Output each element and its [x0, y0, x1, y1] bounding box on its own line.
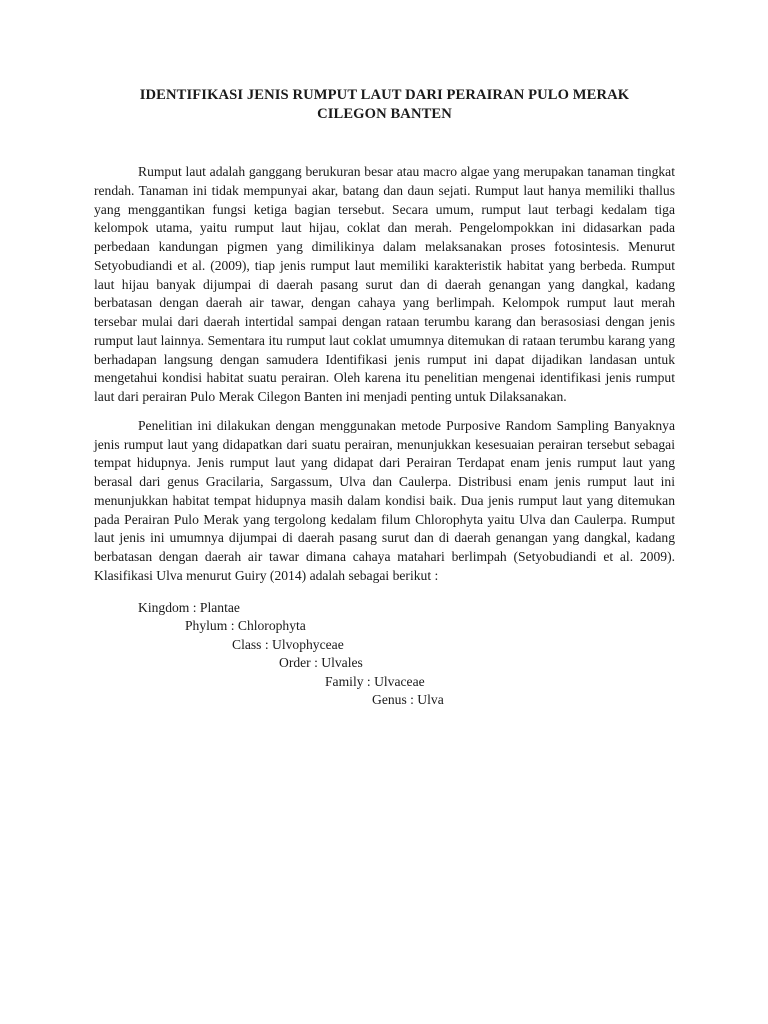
ulva-classification [94, 599, 675, 711]
taxonomy-phylum: Phylum : Chlorophyta [185, 618, 306, 634]
paragraph-methods: Penelitian ini dilakukan dengan menggunakan metode Purposive Random Sampling Banyaknya jenis rumput laut yang didapatkan dari suatu perairan, menunjukkan kesesuaian perairan tersebut sebagai tempat hidupnya. Jenis rumput laut yang didapat dari Perairan Terdapat enam jenis rumput laut yang berasal dari genus Gracilaria, Sargassum, Ulva dan Caulerpa. Distribusi enam jenis rumput laut ini menunjukkan habitat tempat hidupnya masih dalam kondisi baik. Dua jenis rumput laut yang ditemukan pada Perairan Pulo Merak yang tergolong kedalam filum Chlorophyta yaitu Ulva dan Caulerpa. Rumput laut jenis ini umumnya dijumpai di daerah pasang surut dan di daerah genangan yang dangkal, kadang berbatasan dengan daerah air tawar dimana cahaya matahari berlimpah (Setyobudiandi et al. 2009). Klasifikasi Ulva menurut Guiry (2014) adalah sebagai berikut : [94, 417, 675, 583]
taxonomy-class: Class : Ulvophyceae [232, 636, 344, 652]
title-line-1: IDENTIFIKASI JENIS RUMPUT LAUT DARI PERAIRAN PULO MERAK [139, 87, 630, 103]
document-title [94, 86, 675, 124]
title-line-2: CILEGON BANTEN [317, 106, 452, 122]
taxonomy-family: Family : Ulvaceae [325, 673, 425, 689]
document-page [94, 86, 675, 710]
taxonomy-kingdom: Kingdom : Plantae [138, 599, 240, 615]
taxonomy-order: Order : Ulvales [279, 655, 363, 671]
paragraph-introduction: Rumput laut adalah ganggang berukuran besar atau macro algae yang merupakan tanaman tingkat rendah. Tanaman ini tidak mempunyai akar, batang dan daun sejati. Rumput laut hanya memiliki thallus yang menggantikan fungsi ketiga bagian tersebut. Secara umum, rumput laut terbagi kedalam tiga kelompok utama, yaitu rumput laut hijau, coklat dan merah. Pengelompokkan ini didasarkan pada perbedaan kandungan pigmen yang dimilikinya dalam melaksanakan proses fotosintesis. Menurut Setyobudiandi et al. (2009), tiap jenis rumput laut memiliki karakteristik habitat yang berbeda. Rumput laut hijau banyak dijumpai di daerah pasang surut dan di daerah genangan yang dangkal, kadang berbatasan dengan daerah air tawar, dengan cahaya yang berlimpah. Kelompok rumput laut merah tersebar mulai dari daerah intertidal sampai dengan rataan terumbu karang dan berasosiasi dengan jenis rumput laut lainnya. Sementara itu rumput laut coklat umumnya ditemukan di rataan terumbu karang yang berhadapan langsung dengan samudera Identifikasi jenis rumput ini dapat dijadikan landasan untuk mengetahui kondisi habitat suatu perairan. Oleh karena itu penelitian mengenai identifikasi jenis rumput laut dari perairan Pulo Merak Cilegon Banten ini menjadi penting untuk Dilaksanakan. [94, 164, 675, 404]
taxonomy-genus: Genus : Ulva [372, 692, 444, 708]
